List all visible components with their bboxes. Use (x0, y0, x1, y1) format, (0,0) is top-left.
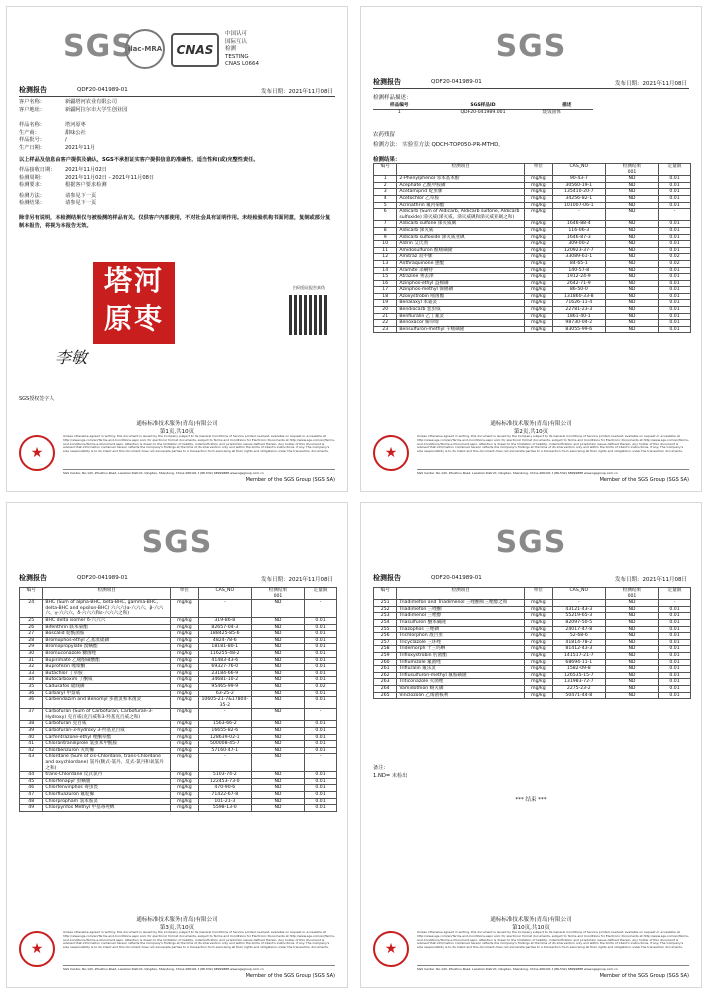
sgs-stamp-icon: ★ (373, 931, 409, 967)
table-row: 14 Aramite 杀螨特 mg/kg 140-57-8 ND 0.01 (374, 267, 691, 274)
signer-title: SGS授权签字人 (19, 396, 55, 402)
report-number: QDF20-041989-01 (77, 575, 128, 581)
brand-seal: 塔河 原枣 (93, 262, 175, 344)
report-number: QDF20-041989-01 (431, 575, 482, 581)
table-row: 49 Chlorpyrifos Methyl 甲基毒死蜱 mg/kg 5598-13-0 ND 0.01 (20, 805, 337, 812)
table-row: 251 Triadimefon and Triadimenol 三唑酮和三唑醇之和 mg/kg - ND - (374, 600, 691, 607)
report-title: 检测报告 (19, 574, 47, 582)
table-row: 31 Bupirimate 乙嘧酚磺酸酯 mg/kg 41483-43-6 ND 0.01 (20, 657, 337, 664)
page-number: 第2页,共10页 (513, 429, 549, 435)
page-number: 第1页,共10页 (159, 429, 195, 435)
results-table: 编号 检测项目 单位 CAS_NO 检测结果 001 定量限 24 BHC (Sum of alpha-BHC, beta-BHC, gamma-BHC, delta-BHC and epsilon-BHC) 六六六(α-六六六、β-六六六、γ-六六六、δ-六六六和ε-六六六之和) mg/kg - ND - 25 BHC delta isomer δ-六六六 mg/kg 319-86-8 ND 0.01 26 Bifenthrin 联苯菊酯 mg/kg 82657-04-3 ND 0.01 27 Boscalid 啶酰菌胺 mg/kg 188425-85-6 ND 0.01 28 Bromophos-ethyl 乙基溴硫磷 mg/kg 4824-78-6 ND 0.01 29 Bromopropylate 溴螨酯 mg/kg 18181-80-1 ND 0.01 30 Bromuconazole 糠菌唑 mg/kg 116255-48-2 ND 0.01 31 Bupirimate 乙嘧酚磺酸酯 mg/kg 41483-43-6 ND 0.01 32 Buprofezin 噻嗪酮 mg/kg 69327-76-0 ND 0.01 33 Butachlor 丁草胺 mg/kg 23184-66-9 ND 0.01 34 Butocarboxim 丁酮威 mg/kg 34681-10-2 ND 0.01 35 Cadusafos 硫线磷 mg/kg 95465-99-9 ND 0.02 36 Carbaryl 甲萘威 mg/kg 63-25-2 ND 0.01 36 Carbendazim and Benomyl 多菌灵和苯菌灵 mg/kg 10605-21-7&17804-35-2 ND 0.01 37 Carbofuran (Sum of Carbofuran, Carbofuran-3-Hydroxy) 克百威(克百威和3-羟基克百威之和) mg/kg - ND - 38 Carbofuran 克百威 mg/kg 1563-66-2 ND 0.01 39 Carbofuran-3-hydroxy 3-羟基克百威 mg/kg 16655-82-6 ND 0.01 40 Carfentrazone-ethyl 唑酮草酯 mg/kg 128639-02-1 ND 0.01 41 Chlorantraniliprole 氯虫苯甲酰胺 mg/kg 500008-45-7 ND 0.01 42 Chlorbenzuron 灭幼脲 mg/kg 57160-47-1 ND 0.01 43 Chlordane (Sum of cis-Chlordane, trans-Chlordane and oxychlordane) 氯丹(顺式-氯丹、反式-氯丹和氧氯丹之和) mg/kg - ND - 44 trans-Chlordane 反式氯丹 mg/kg 5103-74-2 ND 0.01 45 Chlorfenapyr 虫螨腈 mg/kg 122453-73-0 ND 0.01 46 Chlorfenvinphos 毒虫畏 mg/kg 470-90-6 ND 0.01 47 Chlorfluazuron 氟啶脲 mg/kg 71422-67-8 ND 0.01 48 Chlorpropham 氯苯胺灵 mg/kg 101-21-3 ND 0.01 49 Chlorpyrifos Methyl 甲基毒死蜱 mg/kg 5598-13-0 ND 0.01 (19, 587, 337, 812)
report-date: 发布日期：2021年11月08日 (261, 89, 333, 95)
table-row: 46 Chlorfenvinphos 毒虫畏 mg/kg 470-90-6 ND 0.01 (20, 785, 337, 792)
results-table: 编号 检测项目 单位 CAS_NO 检测结果 001 定量限 251 Triadimefon and Triadimenol 三唑酮和三唑醇之和 mg/kg - ND - 252 Triadimefon 三唑酮 mg/kg 43121-43-3 ND 0.01 253 Triadimenol 三唑醇 mg/kg 55219-65-3 ND 0.01 254 Triasulfuron 醚苯磺隆 mg/kg 82097-50-5 ND 0.01 255 Triazophos 三唑磷 mg/kg 24017-47-8 ND 0.01 256 Trichlorphon 敌百虫 mg/kg 52-68-6 ND 0.01 257 Tricyclazole 三环唑 mg/kg 41814-78-2 ND 0.01 258 Tridemorph 十三吗啉 mg/kg 81412-43-3 ND 0.01 259 Trifloxystrobin 肟菌酯 mg/kg 141517-21-7 ND 0.01 260 Triflumizole 氟菌唑 mg/kg 68694-11-1 ND 0.01 261 Trifluralin 氟乐灵 mg/kg 1582-09-8 ND 0.01 262 Triflusulfuron-methyl 氟胺磺隆 mg/kg 126535-15-7 ND 0.01 263 Triticonazole 灭菌唑 mg/kg 131983-72-7 ND 0.01 264 Vamidothion 蚜灭磷 mg/kg 2275-23-2 ND 0.01 265 Vinclozolin 乙烯菌核利 mg/kg 50471-44-8 ND 0.01 (373, 587, 691, 699)
pesticide-label: 农药残留 (373, 132, 396, 138)
page-footer: 通标标准技术服务(青岛)有限公司 第1页,共10页 ★ Unless otherwise agreed in writing, this document is issued by the Company subject to its General Conditions of Service printed overleaf, available on request or accessible at http://www.sgs.com/en/Terms-and-Conditions.aspx and, for electronic format documents, subject to Terms and Conditions for Electronic Documents at http://www.sgs.com/en/Terms-and-Conditions/Terms-e-Document.aspx. Attention is drawn to the limitation of liability, indemnification and jurisdiction issues defined therein. Any holder of this document is advised that information contained hereon reflects the Company's findings at the time of its intervention only and within the limits of Client's instructions, if any. The Company's sole responsibility is to its Client and this document does not exonerate parties to a transaction from exercising all their rights and obligations under the transaction documents. SGS Center, No.143, Zhuzhou Road, Laoshan District, Qingdao, Shandong, China 266101 t (86-532) 68999888 www.sgsgroup.com.cn Member of the SGS Group (SGS SA) (7, 419, 347, 483)
table-row: 7 Aldicarb sulfone 涕灭威砜 mg/kg 1646-88-4 ND 0.01 (374, 221, 691, 228)
table-row: 19 Benalaxyl 苯霜灵 mg/kg 71626-11-4 ND 0.01 (374, 300, 691, 307)
table-row: 42 Chlorbenzuron 灭幼脲 mg/kg 57160-47-1 ND 0.01 (20, 747, 337, 754)
cnas-accreditation-text: 中国认可 国际互认 检测 TESTING CNAS L0664 (225, 31, 260, 67)
table-row: 4 Acetochlor 乙草胺 mg/kg 34256-82-1 ND 0.01 (374, 195, 691, 202)
table-row: 11 Amidosulfuron 酰嘧磺隆 mg/kg 120923-37-7 ND 0.01 (374, 247, 691, 254)
test-method: 检测方法： 实验室方法 QDCH-TOP050-PR-MTHD。 (373, 142, 504, 148)
results-table: 编号 检测项目 单位 CAS_NO 检测结果 001 定量限 1 2-Phenylphenol 邻苯基苯酚 mg/kg 90-43-7 ND 0.01 2 Acephate 乙酰甲胺磷 mg/kg 30560-19-1 ND 0.01 3 Acetamiprid 啶虫脒 mg/kg 135410-20-7 ND 0.01 4 Acetochlor 乙草胺 mg/kg 34256-82-1 ND 0.01 5 Acrinathrin 氟丙菊酯 mg/kg 101007-06-1 ND 0.01 6 Aldicarb (Sum of Aldicarb, Aldicarb sulfone, Aldicarb sulfoxide) 涕灭威(涕灭威、涕灭威砜和涕灭威亚砜之和) mg/kg - ND - 7 Aldicarb sulfone 涕灭威砜 mg/kg 1646-88-4 ND 0.01 8 Aldicarb 涕灭威 mg/kg 116-06-3 ND 0.01 9 Aldicarb sulfoxide 涕灭威亚砜 mg/kg 1646-87-3 ND 0.01 10 Aldrin 艾氏剂 mg/kg 309-00-2 ND 0.01 11 Amidosulfuron 酰嘧磺隆 mg/kg 120923-37-7 ND 0.01 12 Amitraz 双甲脒 mg/kg 33089-61-1 ND 0.02 13 Anthraquinone 蒽醌 mg/kg 84-65-1 ND 0.02 14 Aramite 杀螨特 mg/kg 140-57-8 ND 0.01 15 Atrazine 莠去津 mg/kg 1912-24-9 ND 0.01 16 Azinphos-ethyl 益棉磷 mg/kg 2642-71-9 ND 0.01 17 Azinphos-methyl 保棉磷 mg/kg 86-50-0 ND 0.01 18 Azoxystrobin 嘧菌酯 mg/kg 131860-33-8 ND 0.01 19 Benalaxyl 苯霜灵 mg/kg 71626-11-4 ND 0.01 20 Bendiocarb 恶虫威 mg/kg 22781-23-3 ND 0.01 21 Benfluralin 乙丁氟灵 mg/kg 1861-40-1 ND 0.01 22 Benoxacor 解草嗪 mg/kg 98730-04-2 ND 0.01 23 Bensulfuron-methyl 苄嘧磺隆 mg/kg 83055-99-6 ND 0.01 (373, 163, 691, 333)
table-row: 252 Triadimefon 三唑酮 mg/kg 43121-43-3 ND 0.01 (374, 606, 691, 613)
table-row: 28 Bromophos-ethyl 乙基溴硫磷 mg/kg 4824-78-6 ND 0.01 (20, 637, 337, 644)
report-date: 发布日期：2021年11月08日 (615, 81, 687, 87)
table-row: 35 Cadusafos 硫线磷 mg/kg 95465-99-9 ND 0.02 (20, 683, 337, 690)
report-page-3 (6, 502, 348, 988)
table-row: 9 Aldicarb sulfoxide 涕灭威亚砜 mg/kg 1646-87-3 ND 0.01 (374, 234, 691, 241)
table-row: 263 Triticonazole 灭菌唑 mg/kg 131983-72-7 ND 0.01 (374, 679, 691, 686)
table-row: 1 2-Phenylphenol 邻苯基苯酚 mg/kg 90-43-7 ND 0.01 (374, 176, 691, 183)
table-row: 22 Benoxacor 解草嗪 mg/kg 98730-04-2 ND 0.01 (374, 320, 691, 327)
table-row: 38 Carbofuran 克百威 mg/kg 1563-66-2 ND 0.01 (20, 721, 337, 728)
table-row: 12 Amitraz 双甲脒 mg/kg 33089-61-1 ND 0.02 (374, 254, 691, 261)
sample-table: 样品编号 SGS样品ID 描述 1 QDF20-041989.001 烧饭固体 (373, 103, 593, 115)
signature: 李敏 (55, 348, 88, 367)
table-row: 255 Triazophos 三唑磷 mg/kg 24017-47-8 ND 0.01 (374, 626, 691, 633)
table-row: 254 Triasulfuron 醚苯磺隆 mg/kg 82097-50-5 ND 0.01 (374, 619, 691, 626)
sgs-stamp-icon: ★ (19, 435, 55, 471)
table-row: 37 Carbofuran (Sum of Carbofuran, Carbofuran-3-Hydroxy) 克百威(克百威和3-羟基克百威之和) mg/kg - ND - (20, 709, 337, 721)
table-row: 44 trans-Chlordane 反式氯丹 mg/kg 5103-74-2 ND 0.01 (20, 772, 337, 779)
table-row: 45 Chlorfenapyr 虫螨腈 mg/kg 122453-73-0 ND 0.01 (20, 778, 337, 785)
table-row: 41 Chlorantraniliprole 氯虫苯甲酰胺 mg/kg 500008-45-7 ND 0.01 (20, 741, 337, 748)
table-row: 39 Carbofuran-3-hydroxy 3-羟基克百威 mg/kg 16655-82-6 ND 0.01 (20, 728, 337, 735)
sgs-stamp-icon: ★ (19, 931, 55, 967)
table-row: 30 Bromuconazole 糠菌唑 mg/kg 116255-48-2 ND 0.01 (20, 650, 337, 657)
table-row: 26 Bifenthrin 联苯菊酯 mg/kg 82657-04-3 ND 0.01 (20, 624, 337, 631)
table-row: 258 Tridemorph 十三吗啉 mg/kg 81412-43-3 ND 0.01 (374, 646, 691, 653)
table-row: 20 Bendiocarb 恶虫威 mg/kg 22781-23-3 ND 0.01 (374, 307, 691, 314)
table-row: 2 Acephate 乙酰甲胺磷 mg/kg 30560-19-1 ND 0.01 (374, 182, 691, 189)
report-title: 检测报告 (373, 78, 401, 86)
table-row: 25 BHC delta isomer δ-六六六 mg/kg 319-86-8 ND 0.01 (20, 617, 337, 624)
table-row: 27 Boscalid 啶酰菌胺 mg/kg 188425-85-6 ND 0.01 (20, 631, 337, 638)
table-row: 43 Chlordane (Sum of cis-Chlordane, trans-Chlordane and oxychlordane) 氯丹(顺式-氯丹、反式-氯丹和氧氯丹之和) mg/kg - ND - (20, 754, 337, 772)
table-row: 10 Aldrin 艾氏剂 mg/kg 309-00-2 ND 0.01 (374, 241, 691, 248)
client-info: 客户名称： 新疆塔河农业有限公司 客户地址： 新疆阿拉尔市大学生创业园 (19, 99, 128, 113)
report-date: 发布日期：2021年11月08日 (261, 577, 333, 583)
table-row: 17 Azinphos-methyl 保棉磷 mg/kg 86-50-0 ND 0.01 (374, 287, 691, 294)
table-row: 47 Chlorfluazuron 氟啶脲 mg/kg 71422-67-8 ND 0.01 (20, 792, 337, 799)
table-row: 3 Acetamiprid 啶虫脒 mg/kg 135410-20-7 ND 0.01 (374, 189, 691, 196)
report-number: QDF20-041989-01 (77, 87, 128, 93)
table-row: 13 Anthraquinone 蒽醌 mg/kg 84-65-1 ND 0.02 (374, 260, 691, 267)
verification-qr-code[interactable] (289, 295, 329, 335)
table-row: 5 Acrinathrin 氟丙菊酯 mg/kg 101007-06-1 ND 0.01 (374, 202, 691, 209)
table-row: 257 Tricyclazole 三环唑 mg/kg 41814-78-2 ND 0.01 (374, 639, 691, 646)
table-row: 23 Bensulfuron-methyl 苄嘧磺隆 mg/kg 83055-99-6 ND 0.01 (374, 326, 691, 333)
report-number: QDF20-041989-01 (431, 79, 482, 85)
table-row: 265 Vinclozolin 乙烯菌核利 mg/kg 50471-44-8 ND 0.01 (374, 692, 691, 699)
page-number: 第10页,共10页 (512, 925, 550, 931)
sgs-logo: SGS (495, 525, 567, 560)
table-row: 34 Butocarboxim 丁酮威 mg/kg 34681-10-2 ND 0.01 (20, 677, 337, 684)
table-row: 48 Chlorpropham 氯苯胺灵 mg/kg 101-21-3 ND 0.01 (20, 798, 337, 805)
results-label: 检测结果： (373, 157, 401, 163)
sample-info: 样品名称： 塔河原枣 生产商： 甜味公社 样品批号： / 生产日期： 2021年11月 (19, 122, 96, 151)
table-row: 29 Bromopropylate 溴螨酯 mg/kg 18181-80-1 ND 0.01 (20, 644, 337, 651)
test-dates: 样品接收日期： 2021年11月02日 检测周期： 2021年11月02日 - 2021年11月08日 检测要求： 根据客户要求检测 检测方法： 请参见下一页 检测结果： 请参见下一页 (19, 167, 155, 206)
table-row: 36 Carbaryl 甲萘威 mg/kg 63-25-2 ND 0.01 (20, 690, 337, 697)
table-row: 262 Triflusulfuron-methyl 氟胺磺隆 mg/kg 126535-15-7 ND 0.01 (374, 672, 691, 679)
table-row: 16 Azinphos-ethyl 益棉磷 mg/kg 2642-71-9 ND 0.01 (374, 280, 691, 287)
report-page-2 (360, 6, 702, 492)
sample-description-label: 检测样品描述： (373, 95, 412, 101)
table-row: 33 Butachlor 丁草胺 mg/kg 23184-66-9 ND 0.01 (20, 670, 337, 677)
end-of-report: *** 结束 *** (515, 797, 547, 803)
table-row: 260 Triflumizole 氟菌唑 mg/kg 68694-11-1 ND 0.01 (374, 659, 691, 666)
table-row: 8 Aldicarb 涕灭威 mg/kg 116-06-3 ND 0.01 (374, 227, 691, 234)
table-row: 36 Carbendazim and Benomyl 多菌灵和苯菌灵 mg/kg 10605-21-7&17804-35-2 ND 0.01 (20, 697, 337, 709)
page-number: 第3页,共10页 (159, 925, 195, 931)
page-footer: 通标标准技术服务(青岛)有限公司 第3页,共10页 ★ Unless otherwise agreed in writing, this document is issued by the Company subject to its General Conditions of Service printed overleaf, available on request or accessible at http://www.sgs.com/en/Terms-and-Conditions.aspx and, for electronic format documents, subject to Terms and Conditions for Electronic Documents at http://www.sgs.com/en/Terms-and-Conditions/Terms-e-Document.aspx. Attention is drawn to the limitation of liability, indemnification and jurisdiction issues defined therein. Any holder of this document is advised that information contained hereon reflects the Company's findings at the time of its intervention only and within the limits of Client's instructions, if any. The Company's sole responsibility is to its Client and this document does not exonerate parties to a transaction from exercising all their rights and obligations under the transaction documents. SGS Center, No.143, Zhuzhou Road, Laoshan District, Qingdao, Shandong, China 266101 t (86-532) 68999888 www.sgsgroup.com.cn Member of the SGS Group (SGS SA) (7, 915, 347, 979)
page-footer: 通标标准技术服务(青岛)有限公司 第2页,共10页 ★ Unless otherwise agreed in writing, this document is issued by the Company subject to its General Conditions of Service printed overleaf, available on request or accessible at http://www.sgs.com/en/Terms-and-Conditions.aspx and, for electronic format documents, subject to Terms and Conditions for Electronic Documents at http://www.sgs.com/en/Terms-and-Conditions/Terms-e-Document.aspx. Attention is drawn to the limitation of liability, indemnification and jurisdiction issues defined therein. Any holder of this document is advised that information contained hereon reflects the Company's findings at the time of its intervention only and within the limits of Client's instructions, if any. The Company's sole responsibility is to its Client and this document does not exonerate parties to a transaction from exercising all their rights and obligations under the transaction documents. SGS Center, No.143, Zhuzhou Road, Laoshan District, Qingdao, Shandong, China 266101 t (86-532) 68999888 www.sgsgroup.com.cn Member of the SGS Group (SGS SA) (361, 419, 701, 483)
table-row: 15 Atrazine 莠去津 mg/kg 1912-24-9 ND 0.01 (374, 274, 691, 281)
table-row: 256 Trichlorphon 敌百虫 mg/kg 52-68-6 ND 0.01 (374, 633, 691, 640)
report-page-10 (360, 502, 702, 988)
remarks: 备注： 1.ND= 未检出 (373, 765, 408, 779)
table-row: 261 Trifluralin 氟乐灵 mg/kg 1582-09-8 ND 0.01 (374, 666, 691, 673)
table-row: 259 Trifloxystrobin 肟菌酯 mg/kg 141517-21-7 ND 0.01 (374, 652, 691, 659)
sgs-logo: SGS (141, 525, 213, 560)
table-row: 21 Benfluralin 乙丁氟灵 mg/kg 1861-40-1 ND 0.01 (374, 313, 691, 320)
table-row: 6 Aldicarb (Sum of Aldicarb, Aldicarb sulfone, Aldicarb sulfoxide) 涕灭威(涕灭威、涕灭威砜和涕灭威亚砜之和) mg/kg - ND - (374, 209, 691, 221)
table-row: 264 Vamidothion 蚜灭磷 mg/kg 2275-23-2 ND 0.01 (374, 685, 691, 692)
report-date: 发布日期：2021年11月08日 (615, 577, 687, 583)
qr-caption: 扫码验证报告真伪 (293, 285, 325, 290)
table-row: 40 Carfentrazone-ethyl 唑酮草酯 mg/kg 128639-02-1 ND 0.01 (20, 734, 337, 741)
sgs-stamp-icon: ★ (373, 435, 409, 471)
cnas-logo: CNAS (171, 33, 219, 67)
table-row: 253 Triadimenol 三唑醇 mg/kg 55219-65-3 ND 0.01 (374, 613, 691, 620)
validity-statement: 除非另有说明，本检测结果仅与被检测的样品有关。仅供客户内部使用，不对社会具有证明作用。未经检验机构书面同意，复制或部分复制本报告，将视为本报告无效。 (19, 215, 331, 229)
table-row: 32 Buprofezin 噻嗪酮 mg/kg 69327-76-0 ND 0.01 (20, 664, 337, 671)
page-footer: 通标标准技术服务(青岛)有限公司 第10页,共10页 ★ Unless otherwise agreed in writing, this document is issued by the Company subject to its General Conditions of Service printed overleaf, available on request or accessible at http://www.sgs.com/en/Terms-and-Conditions.aspx and, for electronic format documents, subject to Terms and Conditions for Electronic Documents at http://www.sgs.com/en/Terms-and-Conditions/Terms-e-Document.aspx. Attention is drawn to the limitation of liability, indemnification and jurisdiction issues defined therein. Any holder of this document is advised that information contained hereon reflects the Company's findings at the time of its intervention only and within the limits of Client's instructions, if any. The Company's sole responsibility is to its Client and this document does not exonerate parties to a transaction from exercising all their rights and obligations under the transaction documents. SGS Center, No.143, Zhuzhou Road, Laoshan District, Qingdao, Shandong, China 266101 t (86-532) 68999888 www.sgsgroup.com.cn Member of the SGS Group (SGS SA) (361, 915, 701, 979)
sgs-logo: SGS (63, 29, 134, 64)
sgs-logo: SGS (495, 29, 567, 64)
report-page-1 (6, 6, 348, 492)
report-title: 检测报告 (19, 86, 47, 94)
client-info-disclaimer: 以上样品及信息由客户提供及确认，SGS不承担证实客户提供信息的准确性、适当性和(或)完整性责任。 (19, 157, 259, 163)
table-row: 18 Azoxystrobin 嘧菌酯 mg/kg 131860-33-8 ND 0.01 (374, 293, 691, 300)
table-row: 24 BHC (Sum of alpha-BHC, beta-BHC, gamma-BHC, delta-BHC and epsilon-BHC) 六六六(α-六六六、β-六六六、γ-六六六、δ-六六六和ε-六六六之和) mg/kg - ND - (20, 600, 337, 618)
ilac-mra-logo: ilac-MRA (125, 29, 165, 69)
report-title: 检测报告 (373, 574, 401, 582)
